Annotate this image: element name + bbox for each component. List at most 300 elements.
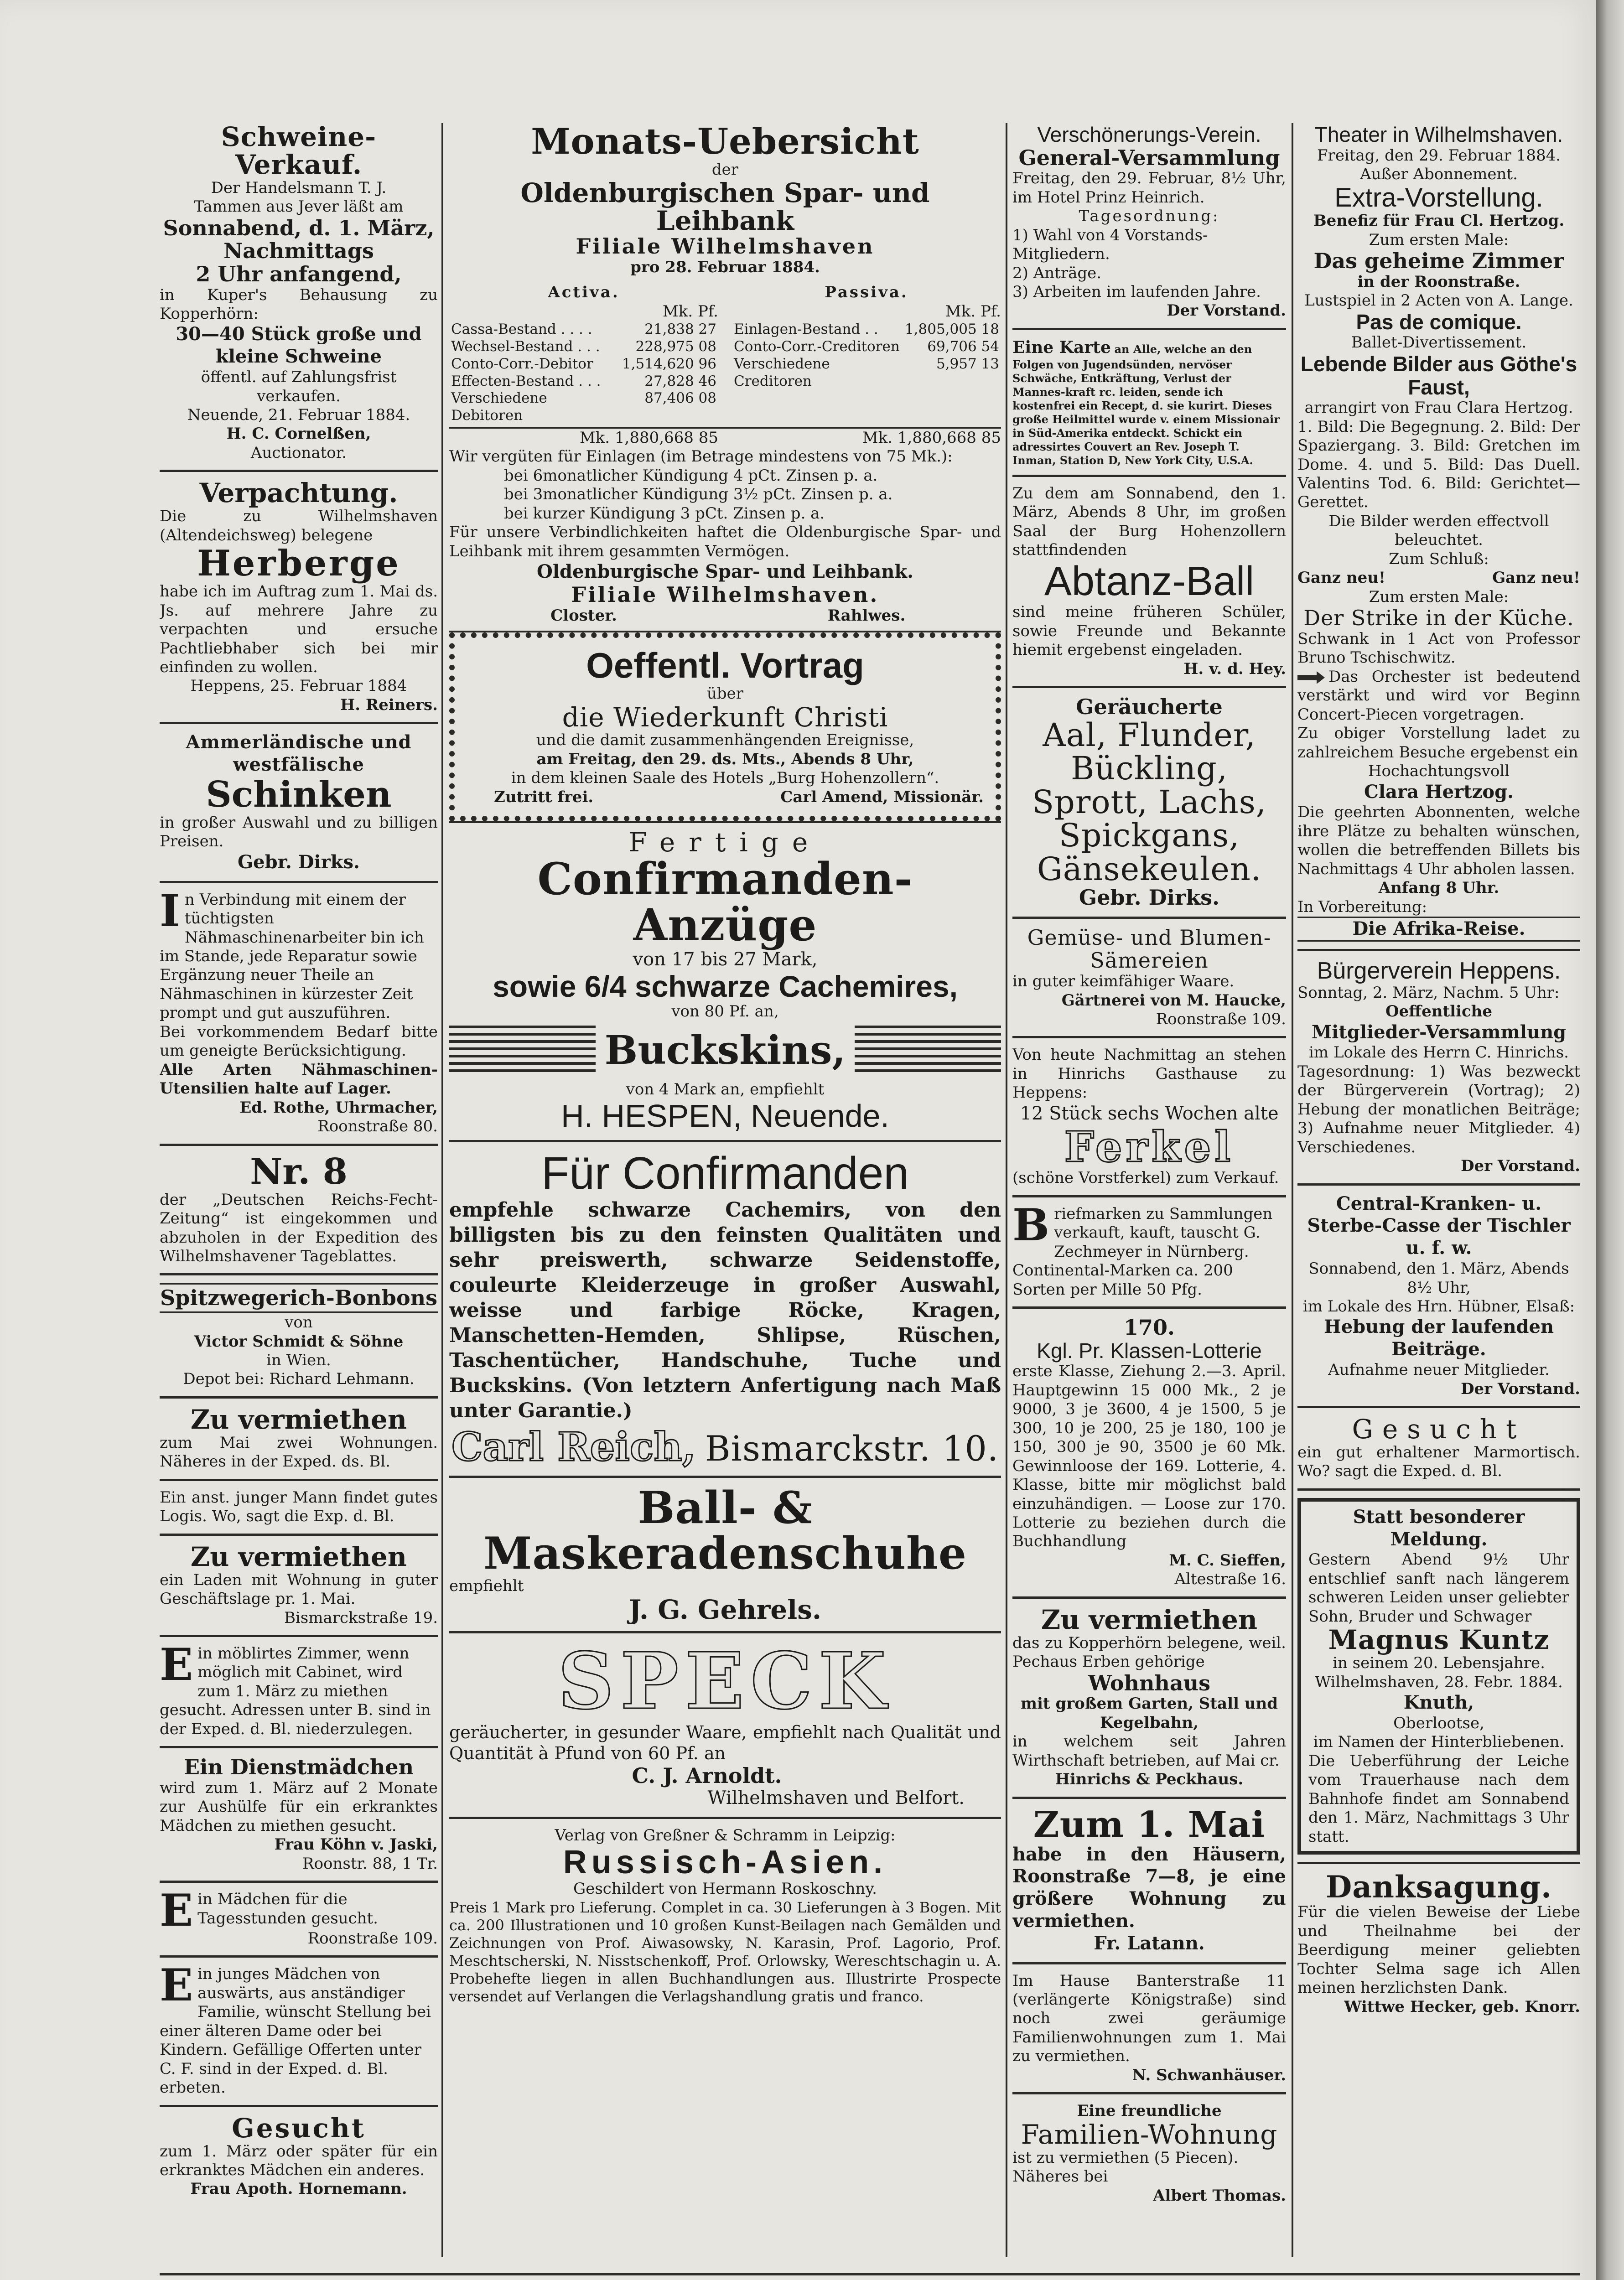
divider (160, 881, 438, 883)
ad-signature: Roonstraße 80. (317, 1117, 438, 1136)
divider (449, 1140, 1001, 1142)
agenda-item: 3) Arbeiten im laufenden Jahre. (1012, 283, 1261, 301)
ad-highlight: Hebung der laufenden Beiträge. (1323, 1316, 1554, 1360)
balance-label: Verschiedene Creditoren (734, 355, 830, 389)
ad-title: Bürgerverein Heppens. (1317, 958, 1561, 985)
ad-text: über (706, 684, 744, 703)
ad-text: das zu Kopperhörn belegene, weil. Pechaus Erben gehörige (1012, 1633, 1286, 1671)
ad-text: Von heute Nachmittag an stehen in Hinrichs Gasthause zu Heppens: (1012, 1046, 1286, 1102)
ad-text: in Mädchen für die Tagesstunden gesucht. (197, 1890, 378, 1928)
ad-signature: Der Vorstand. (1461, 1157, 1580, 1176)
column-1 (160, 123, 438, 2266)
decorative-stripes (855, 1026, 1001, 1076)
ad-title: Ferkel (1064, 1122, 1235, 1171)
ad-signature: H. v. d. Hey. (1183, 659, 1286, 678)
pointing-hand-icon (1297, 671, 1325, 684)
drop-cap: E (160, 1638, 193, 1690)
ad-title: Danksagung. (1326, 1869, 1552, 1905)
activa-total: Mk. 1,880,668 85 (579, 429, 718, 447)
ad-text: Bei vorkommendem Bedarf bitte um geneigte Berücksichtigung. (160, 1022, 438, 1060)
ad-schweine-verkauf (160, 123, 438, 462)
divider (1012, 686, 1286, 688)
ad-signature: Carl Amend, Missionär. (780, 788, 984, 806)
ad-text: habe ich im Auftrag zum 1. Mai ds. Js. auf mehrere Jahre zu verpachten und ersuche Pachtliebhaber sich bei mir einfinden zu wollen. (160, 582, 438, 676)
divider (449, 1631, 1001, 1633)
ad-text: Aufnahme neuer Mitglieder. (1328, 1361, 1550, 1379)
ad-text: in seinem 20. Lebensjahre. (1333, 1654, 1545, 1673)
ad-nr8 (160, 1150, 438, 1266)
ad-text: Die Bilder werden effectvoll beleuchtet. (1328, 512, 1549, 549)
ad-signature: N. Schwanhäuser. (1132, 2066, 1286, 2084)
divider (160, 1479, 438, 1481)
ad-text: geräucherter, in gesunder Waare, empfiehlt nach Qualität und Quantität à Pfund von 60 Pf. an (449, 1722, 1001, 1764)
totals (449, 427, 1001, 447)
passiva-total: Mk. 1,880,668 85 (862, 429, 1001, 447)
ad-title: Nr. 8 (250, 1150, 348, 1192)
ad-title: Oeffentl. Vortrag (586, 645, 864, 686)
play-title: Lebende Bilder aus Göthe's Faust, (1300, 352, 1577, 399)
ad-text: und die damit zusammenhängenden Ereignisse, (536, 731, 914, 750)
ad-text: Alle Arten Nähmaschinen-Utensilien halte auf Lager. (160, 1060, 438, 1098)
ad-title: Central-Kranken- u. Sterbe-Casse der Tischler u. f. w. (1307, 1192, 1571, 1259)
play-title: Das geheime Zimmer (1313, 249, 1564, 274)
play-title: Der Strike in der Küche. (1303, 606, 1574, 631)
divider (160, 1635, 438, 1637)
ad-signature: H. Reiners. (340, 695, 438, 714)
ad-text: Sonnabend, den 1. März, Abends 8½ Uhr, (1308, 1259, 1569, 1297)
ad-text: Zum ersten Male: (1369, 230, 1509, 249)
ad-title: Gemüse- und Blumen-Sämereien (1027, 925, 1271, 973)
ad-signature: Gärtnerei von M. Haucke, (1061, 991, 1286, 1010)
ad-text: in möblirtes Zimmer, wenn möglich mit Cabinet, wird zum 1. März zu miethen gesucht. Adressen unter B. sind in der Exped. d. Bl. niederzulegen. (160, 1644, 431, 1738)
divider (1012, 1306, 1286, 1309)
column-3 (1012, 123, 1286, 2266)
ad-signature: C. J. Arnoldt. (632, 1763, 782, 1788)
ad-text: wird zum 1. März auf 2 Monate zur Aushülfe für ein erkranktes Mädchen zu miethen gesucht. (160, 1778, 438, 1835)
divider (1012, 328, 1286, 330)
ad-title: Zu vermiethen (190, 1541, 407, 1572)
passiva-heading: Passiva. (825, 283, 908, 302)
ad-text: In Vorbereitung: (1297, 897, 1427, 916)
ad-text: Verlag von Greßner & Schramm in Leipzig: (555, 1826, 896, 1845)
column-rule (1292, 123, 1293, 2257)
ad-text: Ballet-Divertissement. (1351, 333, 1527, 352)
column-4 (1297, 123, 1580, 2266)
divider (160, 1396, 438, 1399)
ad-gemuese (1012, 926, 1286, 1029)
ad-text: 12 Stück sechs Wochen alte (1020, 1103, 1279, 1124)
ad-text: 1. Bild: Die Begegnung. 2. Bild: Der Spaziergang. 3. Bild: Gretchen im Dome. 4. und 5. Bild: Das Duell. Valentins Tod. 6. Bild: Gerichtet—Gerettet. (1297, 417, 1580, 512)
ad-vermiethen-1 (160, 1406, 438, 1472)
ad-text: habe in den Häusern, Roonstraße 7—8, je eine größere Wohnung zu vermiethen. (1012, 1843, 1286, 1932)
ad-text: bei 6monatlicher Kündigung 4 pCt. Zinsen p. a. (504, 466, 878, 485)
ad-subtitle: Geräucherte (1076, 694, 1223, 720)
balance-value: 1,514,620 96 (622, 355, 716, 372)
balance-label: Conto-Corr.-Creditoren (734, 338, 900, 355)
ad-text: Zu obiger Vorstellung ladet zu zahlreichem Besuche ergebenst ein (1297, 724, 1580, 762)
ad-signature: Roonstr. 88, 1 Tr. (302, 1854, 438, 1873)
ad-text: Preis 1 Mark pro Lieferung. Complet in ca. 30 Lieferungen à 3 Bogen. Mit ca. 200 Illustrationen und 10 großen Kunst-Beilagen nach Gemälden und Zeichnungen von Prof. Aiwasowsky, N. Karasin, Prof. Lagorio, Prof. Meschtscherski, N. Nisstschenkoff, Prof. Orlowsky, Wereschtschagin u. A. Probehefte liegen in allen Buchhandlungen aus. Illustrirte Prospecte versendet auf Verlangen die Verlagshandlung gratis und franco. (449, 1898, 1001, 2005)
signatories (449, 606, 1001, 625)
ad-signature: Auctionator. (250, 443, 347, 462)
ad-familien-wohnung (1012, 2102, 1286, 2205)
ad-text: in Kuper's Behausung zu Kopperhörn: (160, 285, 438, 323)
ad-text: der (711, 160, 739, 179)
ad-address: Bismarckstr. 10. (705, 1428, 999, 1469)
ad-text: Hochachtungsvoll (1368, 762, 1510, 781)
ad-junges-maedchen (160, 1959, 438, 2097)
ad-title: Monats-Uebersicht (531, 123, 919, 162)
ad-signature: H. C. Cornelßen, (226, 425, 371, 443)
ad-text: Oeffentliche (1385, 1002, 1493, 1021)
balance-value: 228,975 08 (635, 338, 716, 355)
ad-marmortisch (1297, 1415, 1580, 1481)
ad-text: der „Deutschen Reichs-Fecht-Zeitung“ ist eingekommen und abzuholen in der Expedition des Wilhelmshavener Tageblattes. (160, 1190, 438, 1265)
ad-text: Wilhelmshaven, 28. Febr. 1884. (1315, 1673, 1563, 1691)
ad-text: Ganz neu! (1492, 569, 1580, 587)
balance-row (449, 356, 718, 373)
ad-text: Tammen aus Jever läßt am (194, 197, 404, 216)
ad-zimmer (160, 1638, 438, 1739)
ad-title: Ball- & Maskeradenschuhe (483, 1482, 967, 1580)
ad-text: erste Klasse, Ziehung 2.—3. April. Hauptgewinn 15 000 Mk., 2 je 9000, 3 je 3600, 4 je 1500, 5 je 300, 10 je 200, 25 je 180, 100 je 150, 300 je 90, 3500 je 60 Mk. Gewinnloose der 169. Lotterie, 4. Klasse, bitte mir möglichst bald einzuhändigen. — Loose zur 170. Lotterie zu beziehen durch die Buchhandlung (1012, 1362, 1286, 1551)
ad-text: Der Handelsmann T. J. (211, 178, 387, 197)
ad-title: Abtanz-Ball (1044, 558, 1255, 604)
ad-danksagung (1297, 1871, 1580, 2016)
ad-text: Schwank in 1 Act von Professor Bruno Tschischwitz. (1297, 629, 1580, 667)
ad-signature: Albert Thomas. (1153, 2186, 1286, 2205)
ad-text: riefmarken zu Sammlungen verkauft, kauft, tauscht G. Zechmeyer in Nürnberg. Continental-Marken ca. 200 Sorten per Mille 50 Pfg. (1012, 1204, 1273, 1299)
ad-signature: Oberlootse, (1393, 1714, 1484, 1732)
ad-title: Verschönerungs-Verein. (1037, 123, 1261, 146)
ad-signature: Der Vorstand. (1167, 301, 1286, 320)
divider (1297, 1488, 1580, 1491)
divider (160, 722, 438, 724)
ad-text: Für die vielen Beweise der Liebe und Theilnahme bei der Beerdigung meiner geliebten Tochter Selma sage ich Allen meinen herzlichsten Dank. (1297, 1903, 1580, 1997)
balance-label: Wechsel-Bestand . . . (451, 338, 600, 355)
ad-signature: Gebr. Dirks. (238, 851, 360, 873)
ad-text: empfehle schwarze Cachemirs, von den billigsten bis zu den feinsten Qualitäten und sehr preiswerth, schwarze Seidenstoffe, couleurte Kleiderzeuge in großer Auswahl, weisse und farbige Röcke, Kragen, Manschetten-Hemden, Shlipse, Rüschen, Taschentücher, Handschuhe, Tuche und Buckskins. (Von letztern Anfertigung nach Maß unter Garantie.) (449, 1198, 1001, 1423)
ad-signature: Clara Hertzog. (1364, 781, 1514, 803)
ad-abtanz-ball (1012, 484, 1286, 679)
ad-naehmaschinen (160, 885, 438, 1136)
ad-text: von 4 Mark an, empfiehlt (626, 1080, 825, 1099)
ad-text: bei 3monatlicher Kündigung 3½ pCt. Zinsen p. a. (504, 485, 893, 504)
balance-value: 27,828 46 (644, 373, 716, 389)
ad-title: SPECK (558, 1635, 892, 1727)
ad-text: in welchem seit Jahren Wirthschaft betrieben, auf Mai cr. (1012, 1732, 1286, 1770)
ad-title: Zu vermiethen (1041, 1604, 1258, 1635)
ad-text: mit großem Garten, Stall und Kegelbahn, (1021, 1694, 1278, 1732)
ad-title: Aal, Flunder, Bückling, Sprott, Lachs, Spickgans, Gänsekeulen. (1032, 716, 1266, 888)
play-title: Pas de comique. (1356, 310, 1522, 334)
ad-subtitle: General-Versammlung (1018, 145, 1280, 170)
ad-text: (schöne Vorstferkel) zum Verkauf. (1012, 1169, 1279, 1187)
ad-text: arrangirt von Frau Clara Hertzog. (1304, 399, 1573, 417)
ad-text: Freitag, den 29. Februar 1884. (1317, 146, 1561, 165)
ad-ferkel (1012, 1046, 1286, 1187)
balance-label: Cassa-Bestand . . . . (451, 321, 592, 338)
ad-signature: Frau Köhn v. Jaski, (274, 1835, 438, 1854)
ad-text: Sonntag, 2. März, Nachm. 5 Uhr: (1297, 983, 1560, 1002)
divider (1297, 1406, 1580, 1408)
ad-text: Depot bei: Richard Lehmann. (183, 1370, 415, 1389)
play-subtitle: in der Roonstraße. (1357, 272, 1520, 291)
deceased-name: Magnus Kuntz (1328, 1624, 1550, 1656)
ad-schinken (160, 731, 438, 873)
divider (160, 1881, 438, 1883)
column-2 (449, 123, 1001, 2266)
divider (1012, 1195, 1286, 1197)
ad-address: Roonstraße 109. (307, 1929, 438, 1948)
ad-text: ein gut erhaltener Marmortisch. Wo? sagt die Exped. d. Bl. (1297, 1443, 1580, 1481)
ad-title: Gesucht (232, 2112, 366, 2144)
ad-signature: M. C. Sieffen, (1169, 1551, 1286, 1570)
balance-value: 1,805,005 18 (904, 321, 999, 338)
ad-signature: Der Vorstand. (1461, 1379, 1580, 1398)
ad-signature: Frau Apoth. Hornemann. (190, 2180, 407, 2198)
ad-text: ein Laden mit Wohnung in guter Geschäftslage pr. 1. Mai. (160, 1570, 438, 1608)
signatory: Rahlwes. (827, 606, 906, 625)
ad-signature: Hinrichs & Peckhaus. (1055, 1770, 1244, 1789)
ad-tagesstunden (160, 1885, 438, 1948)
ad-text: am Freitag, den 29. ds. Mts., Abends 8 Uhr, (536, 750, 914, 768)
divider (160, 1534, 438, 1536)
ad-banterstrasse (1012, 1972, 1286, 2085)
unit-label: Mk. Pf. (662, 302, 718, 321)
ad-highlight: 30—40 Stück große und kleine Schweine (176, 323, 422, 368)
ad-kasse (1297, 1193, 1580, 1399)
divider (160, 1955, 438, 1958)
ad-monats-uebersicht (449, 123, 1001, 625)
ad-text: sowie 6/4 schwarze Cachemires, (493, 969, 958, 1003)
ad-fisch (1012, 695, 1286, 909)
ad-text: ist zu vermiethen (5 Piecen). (1012, 2148, 1239, 2167)
divider (1297, 949, 1580, 951)
ad-title: Zu vermiethen (190, 1404, 407, 1435)
ad-highlight: Wohnhaus (1088, 1670, 1211, 1695)
ad-gehrels (449, 1482, 1001, 1625)
divider (1012, 1596, 1286, 1599)
ad-signature: H. HESPEN, Neuende. (561, 1098, 889, 1134)
ad-text: Victor Schmidt & Söhne (194, 1332, 404, 1351)
ad-buergerverein (1297, 959, 1580, 1176)
play-title: Die Afrika-Reise. (1297, 917, 1580, 942)
ad-text: Zutritt frei. (494, 788, 594, 806)
ad-address: Altestraße 16. (1174, 1570, 1286, 1589)
ad-text: Zum ersten Male: (1369, 587, 1509, 606)
activa-table (449, 321, 718, 425)
ad-title: Gesucht (1352, 1413, 1526, 1445)
divider (160, 1746, 438, 1748)
activa-heading: Activa. (548, 283, 620, 302)
ad-text: Geschildert von Hermann Roskoschny. (573, 1880, 877, 1898)
ad-text: Außer Abonnement. (1360, 165, 1518, 184)
column-rule (441, 123, 443, 2257)
ad-topic: die Wiederkunft Christi (562, 701, 888, 733)
balance-row (732, 338, 1001, 356)
ad-bonbons (160, 1283, 438, 1389)
balance-label: Einlagen-Bestand . . (734, 321, 878, 338)
ad-time: Nachmittags (223, 238, 374, 264)
ad-big: Schinken (206, 773, 392, 815)
ad-text: Heppens, 25. Februar 1884 (190, 677, 407, 695)
ad-text: zum 1. März oder später für ein erkranktes Mädchen ein anderes. (160, 2142, 438, 2179)
ad-title: Ein Dienstmädchen (183, 1755, 414, 1780)
ad-title: Zum 1. Mai (1033, 1803, 1266, 1845)
divider (160, 1144, 438, 1146)
ad-signature-row (449, 1424, 1001, 1471)
balance-label: Verschiedene Debitoren (451, 390, 547, 424)
divider (160, 2105, 438, 2107)
ad-title: Ammerländische und westfälische (186, 731, 412, 776)
divider (160, 1273, 438, 1275)
ad-todesanzeige (1297, 1498, 1580, 1855)
ad-text: Näheres bei (1012, 2167, 1108, 2186)
balance-value: 21,838 27 (644, 321, 716, 338)
divider (1012, 1797, 1286, 1799)
drop-cap: I (160, 885, 180, 937)
ad-text: im Lokale des Hrn. Hübner, Elsaß: (1302, 1297, 1575, 1316)
ad-text: Ganz neu! (1297, 569, 1385, 587)
ad-text: Die zu Wilhelmshaven (Altendeichsweg) belegene (160, 507, 438, 544)
ad-signature: Oldenburgische Spar- und Leihbank. (536, 561, 914, 583)
ad-text: Anfang 8 Uhr. (1378, 879, 1499, 897)
signatory: Closter. (550, 606, 617, 625)
bank-branch: Filiale Wilhelmshaven (576, 234, 875, 259)
ad-text: Fertige (628, 827, 822, 858)
ad-text: Zum Schluß: (1389, 549, 1489, 568)
ad-signature: Filiale Wilhelmshaven. (571, 582, 879, 607)
ad-title: Kgl. Pr. Klassen-Lotterie (1037, 1338, 1262, 1363)
ad-text: im Namen der Hinterbliebenen. (1313, 1733, 1565, 1751)
ad-big: Herberge (197, 543, 400, 585)
ad-signature: Gebr. Dirks. (1079, 885, 1220, 910)
ad-title: Für Confirmanden (541, 1148, 909, 1199)
ad-wohnhaus (1012, 1606, 1286, 1789)
ad-russisch-asien (449, 1826, 1001, 2005)
ad-signature: Ed. Rothe, Uhrmacher, (239, 1098, 438, 1117)
ad-text: n Verbindung mit einem der tüchtigsten Nähmaschinenarbeiter bin ich im Stande, jede Reparatur sowie Ergänzung neuer Theile an Nähmaschinen in kürzester Zeit prompt und gut auszuführen. (160, 890, 424, 1022)
drop-cap: B (1012, 1199, 1050, 1251)
ad-text: Die geehrten Abonnenten, welche ihre Plätze zu behalten wünschen, wollen die betreffenden Billets bis Nachmittags 4 Uhr abholen lassen. (1297, 803, 1580, 878)
ad-text: Zu dem am Sonnabend, den 1. März, Abends 8 Uhr, im großen Saal der Burg Hohenzollern stattfindenden (1012, 484, 1286, 560)
ad-text: Benefiz für Frau Cl. Hertzog. (1313, 212, 1565, 230)
ad-signature: Carl Reich, (451, 1424, 696, 1471)
ad-text: Gestern Abend 9½ Uhr entschlief sanft nach längerem schweren Leiden unser geliebter Sohn, Bruder und Schwager (1308, 1550, 1569, 1626)
ad-text: zum Mai zwei Wohnungen. Näheres in der Exped. ds. Bl. (160, 1433, 438, 1471)
ad-time: 2 Uhr anfangend, (196, 261, 402, 286)
decorative-stripes (449, 1026, 596, 1076)
divider (1012, 1036, 1286, 1038)
ad-speck (449, 1635, 1001, 1810)
ad-text: Tagesordnung: (1079, 207, 1220, 226)
bank-name: Oldenburgischen Spar- und Leihbank (520, 177, 930, 237)
ad-text: empfiehlt (449, 1577, 524, 1596)
ad-text: Lustspiel in 2 Acten von A. Lange. (1304, 291, 1573, 310)
ad-title: Eine Karte (1012, 337, 1111, 357)
ad-signature: Wittwe Hecker, geb. Knorr. (1344, 1997, 1580, 2016)
ad-text: Wir vergüten für Einlagen (im Betrage mindestens von 75 Mk.): (449, 447, 953, 466)
balance-sheet (449, 283, 1001, 425)
buckskins-row (449, 1021, 1001, 1080)
divider (160, 470, 438, 472)
ad-subtitle: Statt besonderer Meldung. (1353, 1506, 1525, 1550)
orchestra-note (1297, 668, 1580, 724)
ad-title: Russisch-Asien. (563, 1844, 887, 1881)
balance-value: 87,406 08 (644, 390, 716, 407)
divider (1012, 917, 1286, 919)
ad-text: sind meine früheren Schüler, sowie Freunde und Bekannte hiemit ergebenst eingeladen. (1012, 603, 1286, 659)
ad-briefmarken (1012, 1199, 1286, 1299)
ad-date: Sonnabend, d. 1. März, (163, 215, 435, 240)
ad-text: von 17 bis 27 Mark, (633, 948, 818, 970)
ad-number: 170. (1123, 1315, 1175, 1340)
ad-hespen (449, 829, 1001, 1133)
ad-text: von (285, 1313, 313, 1332)
ad-verschoenerungs-verein (1012, 123, 1286, 321)
column-rule (1006, 123, 1007, 2257)
ad-text: von 80 Pf. an, (671, 1002, 779, 1021)
ad-text: öffentl. auf Zahlungsfrist verkaufen. (201, 368, 397, 405)
ad-signature: Knuth, (1403, 1692, 1474, 1714)
activa (449, 283, 718, 425)
ad-address: Bismarckstraße 19. (284, 1608, 438, 1627)
balance-row (449, 390, 718, 425)
drop-cap: E (160, 1885, 193, 1937)
balance-row (732, 356, 1001, 390)
ad-text: in Wien. (266, 1351, 331, 1369)
divider (449, 1476, 1001, 1478)
adjacent-page-edge (1596, 0, 1624, 2280)
ad-dienstmaedchen (160, 1756, 438, 1873)
balance-value: 69,706 54 (927, 338, 999, 355)
ad-gesucht (160, 2114, 438, 2199)
ad-lotterie (1012, 1316, 1286, 1589)
ad-verpachtung (160, 479, 438, 715)
ad-text: an Alle, welche an den Folgen von Jugendsünden, nervöser Schwäche, Entkräftung, Verlust der Mannes-kraft rc. leiden, sende ich kostenfrei ein Recept, d. sie kurirt. Dieses große Heilmittel wurde v. einem Missionair in Süd-Amerika entdeckt. Schickt ein adressirtes Couvert an Rev. Joseph T. Inman, Station D, New York City, U.S.A. (1012, 342, 1280, 467)
balance-value: 5,957 13 (936, 355, 999, 372)
divider (1012, 2092, 1286, 2094)
ad-subtitle: Mitglieder-Versammlung (1311, 1021, 1567, 1043)
balance-label: Conto-Corr.-Debitor (451, 355, 593, 372)
balance-label: Effecten-Bestand . . . (451, 373, 601, 389)
imprint-footer (160, 2273, 1580, 2280)
ad-vermiethen-2 (160, 1543, 438, 1627)
ad-highlight: Extra-Vorstellung. (1334, 182, 1543, 212)
ad-footer (467, 788, 984, 807)
passiva (732, 283, 1001, 425)
ad-text: in großer Auswahl und zu billigen Preisen. (160, 813, 438, 851)
divider (1012, 475, 1286, 477)
divider (1012, 1962, 1286, 1964)
ad-text: Neuende, 21. Februar 1884. (187, 405, 410, 424)
ad-reich (449, 1148, 1001, 1471)
ad-signature: Fr. Latann. (1094, 1932, 1205, 1954)
divider (1297, 1183, 1580, 1186)
ad-highlight: Buckskins, (604, 1027, 846, 1074)
divider (1297, 1862, 1580, 1864)
ad-zum-1-mai (1012, 1803, 1286, 1955)
ad-text: im Lokale des Herrn C. Hinrichs. (1309, 1043, 1569, 1062)
ad-address: Roonstraße 109. (1156, 1010, 1286, 1028)
unit-label: Mk. Pf. (945, 302, 1001, 321)
balance-row (449, 321, 718, 338)
ad-title: Schweine-Verkauf. (221, 123, 377, 180)
passiva-table (732, 321, 1001, 390)
balance-row (449, 338, 718, 356)
divider (449, 1817, 1001, 1819)
